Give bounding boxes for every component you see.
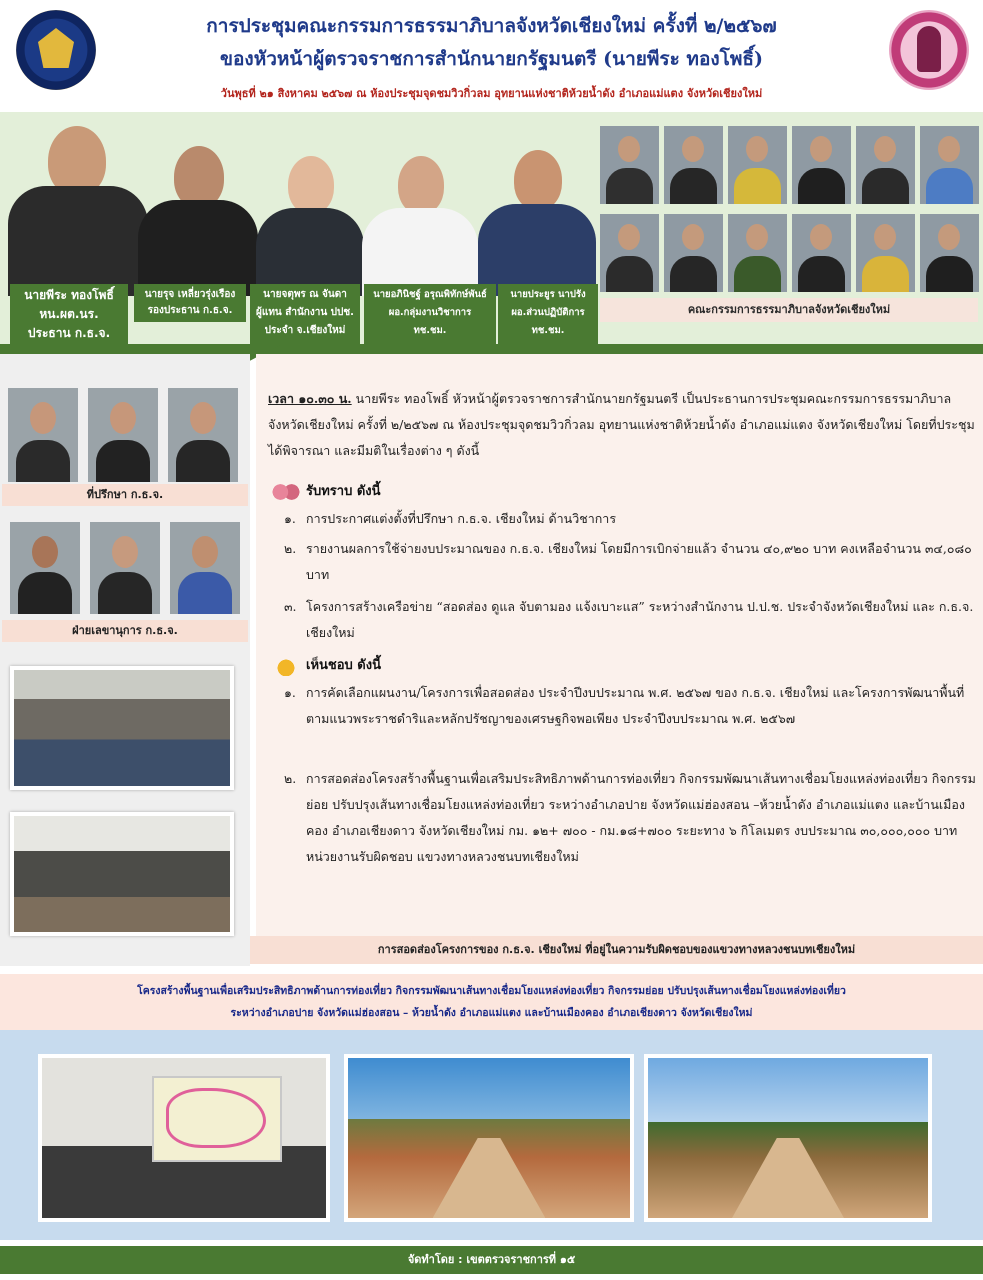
- site-visit-photos: [0, 1030, 983, 1240]
- item-text: โครงการสร้างเครือข่าย “สอดส่อง ดูแล จับตามอง แจ้งเบาะแส” ระหว่างสำนักงาน ป.ป.ช. ประจำจังหวัดเชียงใหม่ และ ก.ธ.จ. เชียงใหม่: [306, 599, 974, 640]
- list-item: [284, 594, 980, 646]
- list-item: [284, 766, 980, 870]
- intro-paragraph: [268, 386, 980, 464]
- person-name: นายพีระ ทองโพธิ์: [24, 288, 114, 302]
- committee-photo-grid: [600, 126, 978, 294]
- approved-heading: [272, 654, 381, 676]
- item-text: รายงานผลการใช้จ่ายงบประมาณของ ก.ธ.จ. เชียงใหม่ โดยมีการเบิกจ่ายแล้ว จำนวน ๔๐,๙๒๐ บาท คงเหลือจำนวน ๓๔,๐๘๐ บาท: [306, 541, 972, 582]
- caption-chairman: [10, 284, 128, 344]
- intro-text: นายพีระ ทองโพธิ์ หัวหน้าผู้ตรวจราชการสำนักนายกรัฐมนตรี เป็นประธานการประชุมคณะกรรมการธรรมาภิบาลจังหวัดเชียงใหม่ ครั้งที่ ๒/๒๕๖๗ ณ ห้องประชุมจุดชมวิวกิ่วลม อุทยานแห่งชาติห้วยน้ำดัง อำเภอแม่แตง จังหวัดเชียงใหม่ โดยที่ประชุมได้พิจารณา และมีมติในเรื่องต่าง ๆ ดังนี้: [268, 391, 975, 458]
- committee-member-photo: [600, 214, 659, 292]
- person-name: นายจตุพร ณ จันดา: [263, 289, 347, 300]
- meeting-summary: [256, 354, 983, 936]
- officials-photo-band: [0, 112, 983, 352]
- header: [0, 0, 983, 112]
- inspection-caption: การสอดส่องโครงการของ ก.ธ.จ. เชียงใหม่ ที่อยู่ในความรับผิดชอบของแขวงทางหลวงชนบทเชียงใหม่: [250, 936, 983, 964]
- page-title-line2: ของหัวหน้าผู้ตรวจราชการสำนักนายกรัฐมนตรี (นายพีระ ทองโพธิ์): [220, 48, 763, 70]
- caption-vice-chairman: [134, 284, 246, 322]
- person-name: นายอภินิชฐ์ อรุณพิทักษ์พันธ์: [373, 289, 487, 300]
- caption-operations-director: [498, 284, 598, 344]
- advisor-photo: [8, 388, 78, 482]
- project-heading-line1: โครงสร้างพื้นฐานเพื่อเสริมประสิทธิภาพด้านการท่องเที่ยว กิจกรรมพัฒนาเส้นทางเชื่อมโยงแหล่งท่องเที่ยว กิจกรรมย่อย ปรับปรุงเส้นทางเชื่อมโยงแหล่งท่องเที่ยว: [137, 985, 846, 997]
- item-number: ๒.: [284, 541, 297, 556]
- item-text: การสอดส่องโครงสร้างพื้นฐานเพื่อเสริมประสิทธิภาพด้านการท่องเที่ยว กิจกรรมพัฒนาเส้นทางเชื่อมโยงแหล่งท่องเที่ยว กิจกรรมย่อย ปรับปรุงเส้นทางเชื่อมโยงแหล่งท่องเที่ยว ระหว่างอำเภอปาย จังหวัดแม่ฮ่องสอน –ห้วยน้ำดัง อำเภอแม่แตง และบ้านเมืองคอง อำเภอเชียงดาว จังหวัดเชียงใหม่ กม. ๑๒+ ๗๐๐ - กม.๑๘+๗๐๐ ระยะทาง ๖ กิโลเมตร งบประมาณ ๓๐,๐๐๐,๐๐๐ บาท หน่วยงานรับผิดชอบ แขวงทางหลวงชนบทเชียงใหม่: [306, 771, 976, 864]
- advisor-photo: [168, 388, 238, 482]
- presentation-photo: [38, 1054, 330, 1222]
- person-role: ประจำ จ.เชียงใหม่: [264, 325, 346, 336]
- portrait-nacc-representative: [256, 156, 364, 296]
- person-name: นายประยูร นาปรัง: [510, 289, 586, 300]
- person-unit: ทช.ชม.: [531, 325, 565, 336]
- footer-credit: จัดทำโดย : เขตตรวจราชการที่ ๑๕: [0, 1246, 983, 1274]
- item-number: ๑.: [284, 511, 296, 526]
- secretariat-label: ฝ่ายเลขานุการ ก.ธ.จ.: [2, 620, 248, 642]
- government-seal-logo: [16, 10, 96, 90]
- handshake-icon: [272, 482, 300, 502]
- portrait-operations-director: [478, 150, 596, 296]
- list-item: [284, 536, 980, 588]
- portrait-vice-chairman: [138, 146, 258, 296]
- portrait-chairman: [8, 126, 148, 296]
- province-seal-logo: [889, 10, 969, 90]
- project-heading: [0, 974, 983, 1030]
- advisor-photo: [88, 388, 158, 482]
- secretariat-photo: [10, 522, 80, 614]
- committee-member-photo: [664, 126, 723, 204]
- meeting-time: เวลา ๑๐.๓๐ น.: [268, 391, 352, 406]
- caption-academic-director: [364, 284, 496, 344]
- thumbs-up-icon: [272, 656, 300, 676]
- item-text: การคัดเลือกแผนงาน/โครงการเพื่อสอดส่อง ประจำปีงบประมาณ พ.ศ. ๒๕๖๗ ของ ก.ธ.จ. เชียงใหม่ และโครงการพัฒนาพื้นที่ตามแนวพระราชดำริและหลักปรัชญาของเศรษฐกิจพอเพียง ประจำปีงบประมาณ พ.ศ. ๒๕๖๗: [306, 685, 965, 726]
- page-subtitle: วันพุธที่ ๒๑ สิงหาคม ๒๕๖๗ ณ ห้องประชุมจุดชมวิวกิ่วลม อุทยานแห่งชาติห้วยน้ำดัง อำเภอแม่แตง จังหวัดเชียงใหม่: [220, 87, 763, 100]
- committee-member-photo: [600, 126, 659, 204]
- portrait-academic-director: [362, 156, 478, 296]
- secretariat-photo: [170, 522, 240, 614]
- project-heading-line2: ระหว่างอำเภอปาย จังหวัดแม่ฮ่องสอน – ห้วยน้ำดัง อำเภอแม่แตง และบ้านเมืองคอง อำเภอเชียงดาว จังหวัดเชียงใหม่: [230, 1007, 753, 1019]
- committee-member-photo: [728, 214, 787, 292]
- committee-member-photo: [920, 214, 979, 292]
- sidebar-photos: [0, 354, 250, 966]
- item-text: การประกาศแต่งตั้งที่ปรึกษา ก.ธ.จ. เชียงใหม่ ด้านวิชาการ: [306, 511, 617, 526]
- road-site-photo: [344, 1054, 634, 1222]
- caption-nacc-representative: [250, 284, 360, 344]
- committee-member-photo: [856, 126, 915, 204]
- person-unit: ทช.ชม.: [413, 325, 447, 336]
- secretariat-photo: [90, 522, 160, 614]
- approved-heading-text: เห็นชอบ ดังนี้: [306, 658, 381, 673]
- person-position: ผู้แทน สำนักงาน ปปช.: [256, 307, 354, 318]
- committee-member-photo: [664, 214, 723, 292]
- person-name: นายรุจ เหลี่ยวรุ่งเรือง: [144, 289, 236, 300]
- person-role: ประธาน ก.ธ.จ.: [27, 326, 111, 340]
- committee-member-photo: [856, 214, 915, 292]
- committee-member-photo: [792, 126, 851, 204]
- road-site-photo: [644, 1054, 932, 1222]
- meeting-room-photo: [10, 666, 234, 790]
- person-position: ผอ.ส่วนปฏิบัติการ: [511, 307, 585, 318]
- item-number: ๒.: [284, 771, 297, 786]
- page-title-line1: การประชุมคณะกรรมการธรรมาภิบาลจังหวัดเชียงใหม่ ครั้งที่ ๒/๒๕๖๗: [206, 15, 777, 37]
- committee-member-photo: [792, 214, 851, 292]
- list-item: [284, 680, 980, 732]
- committee-member-photo: [920, 126, 979, 204]
- section-divider: [0, 344, 983, 354]
- meeting-room-photo: [10, 812, 234, 936]
- person-position: หน.ผต.นร.: [39, 307, 99, 321]
- list-item: [284, 506, 980, 532]
- person-position: ผอ.กลุ่มงานวิชาการ: [388, 307, 472, 318]
- committee-label: คณะกรรมการธรรมาภิบาลจังหวัดเชียงใหม่: [600, 298, 978, 322]
- acknowledged-heading-text: รับทราบ ดังนี้: [306, 484, 381, 499]
- advisor-label: ที่ปรึกษา ก.ธ.จ.: [2, 484, 248, 506]
- acknowledged-heading: [272, 480, 381, 502]
- person-position: รองประธาน ก.ธ.จ.: [147, 305, 233, 316]
- item-number: ๑.: [284, 685, 296, 700]
- committee-member-photo: [728, 126, 787, 204]
- item-number: ๓.: [284, 599, 297, 614]
